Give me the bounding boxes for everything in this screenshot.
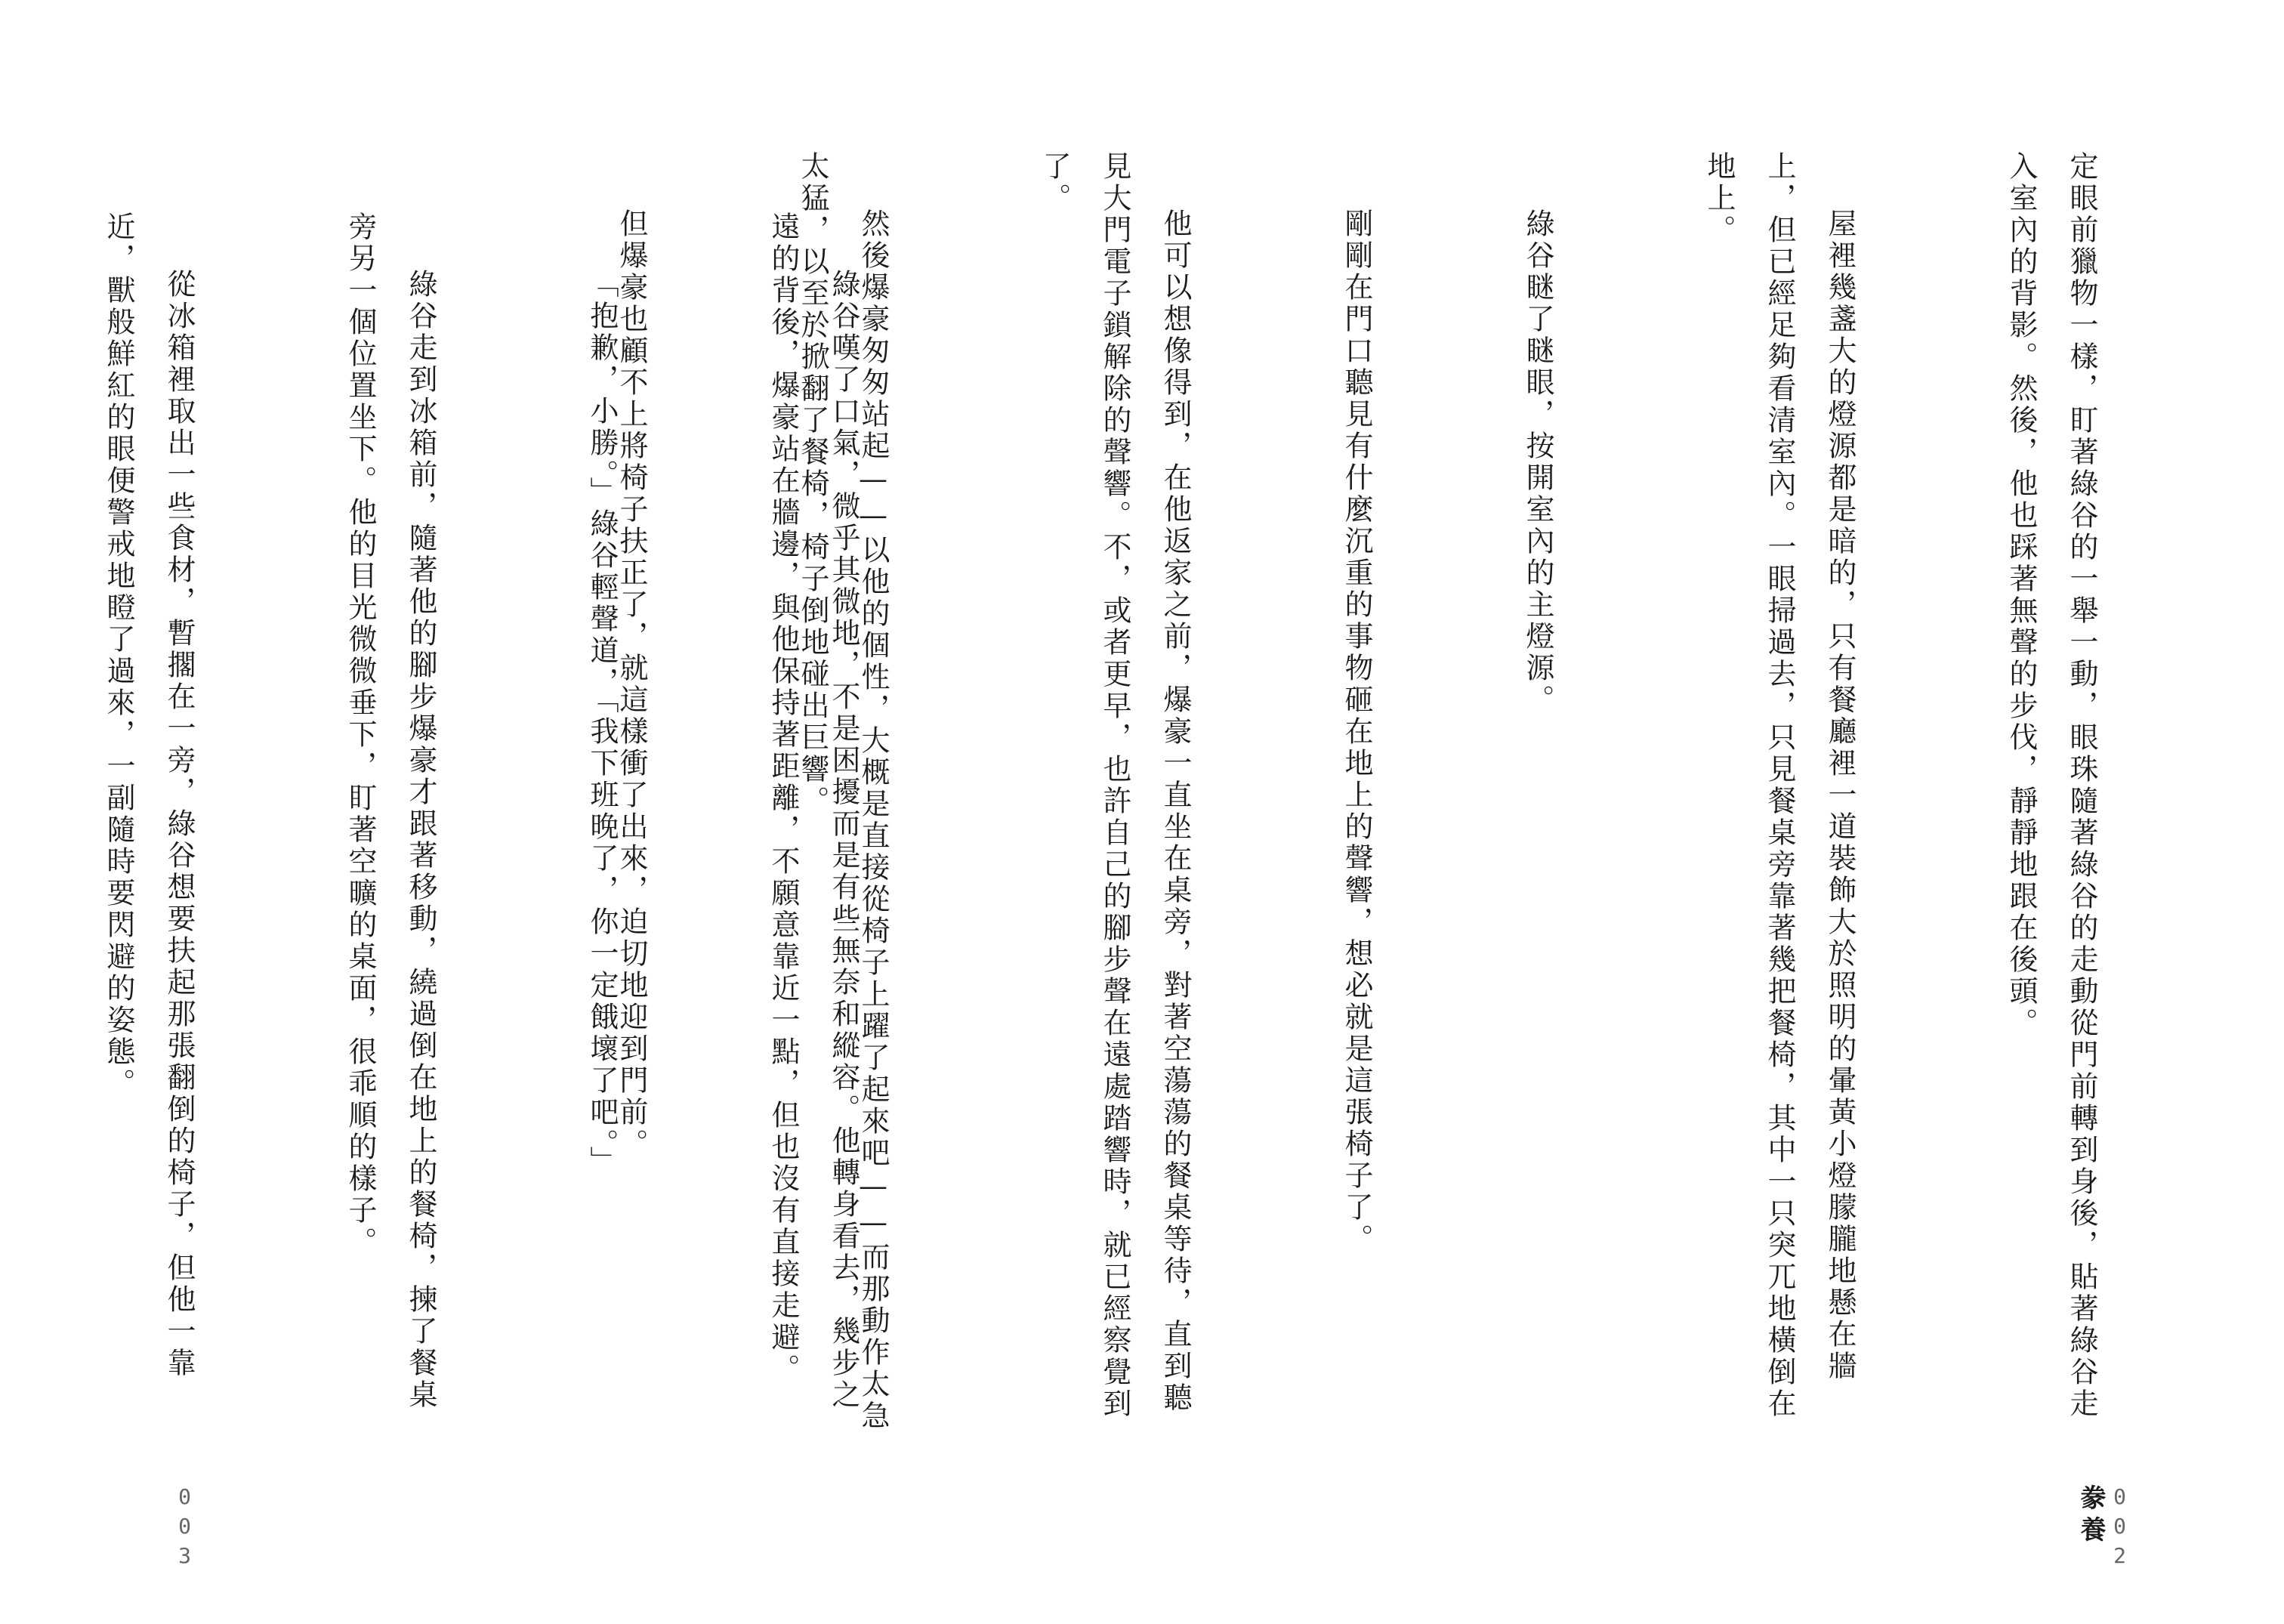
paragraph: 剛剛在門口聽見有什麼沉重的事物砸在地上的聲響，想必就是這張椅子了。 [1340,208,1373,1255]
paragraph: 定眼前獵物一樣，盯著綠谷的一舉一動，眼珠隨著綠谷的走動從門前轉到身後，貼著綠谷走入室內的背影。然後，他也踩著無聲的步伐，靜靜地跟在後頭。 [2005,151,2098,1420]
running-head: 豢養 [2076,1484,2106,1548]
paragraph: 然後爆豪匆匆站起——以他的個性，大概是直接從椅子上躍了起來吧——而那動作太急太猛，以至於掀翻了餐椅，椅子倒地碰出巨響。 [796,151,890,1432]
paragraph: 綠谷嘆了口氣，微乎其微地，不是困擾而是有些無奈和縱容。他轉身看去，幾步之遠的背後，爆豪站在牆邊，與他保持著距離，不願意靠近一點，但也沒有直接走避。 [767,211,860,1411]
paragraph: 從冰箱裡取出一些食材，暫擱在一旁，綠谷想要扶起那張翻倒的椅子，但他一靠近，獸般鮮紅的眼便警戒地瞪了過來，一副隨時要閃避的姿態。 [102,211,196,1379]
left-page-body [0,211,995,1435]
page-number: 002 [2107,1484,2132,1573]
paragraph: 「抱歉，小勝。」綠谷輕聲道，「我下班晚了，你一定餓壞了吧。」 [585,269,619,1178]
paragraph: 綠谷走到冰箱前，隨著他的腳步爆豪才跟著移動，繞過倒在地上的餐椅，揀了餐桌旁另一個位置坐下。他的目光微微垂下，盯著空曠的桌面，很乖順的樣子。 [344,211,437,1411]
paragraph: 屋裡幾盞大的燈源都是暗的，只有餐廳裡一道裝飾大於照明的暈黃小燈朦朧地懸在牆上，但已經足夠看清室內。一眼掃過去，只見餐桌旁靠著幾把餐椅，其中一只突兀地橫倒在地上。 [1702,151,1857,1420]
paragraph: 他可以想像得到，在他返家之前，爆豪一直坐在桌旁，對著空蕩蕩的餐桌等待，直到聽見大門電子鎖解除的聲響。不，或者更早，也許自己的腳步聲在遠處踏響時，就已經察覺到了。 [1038,151,1192,1420]
paragraph: 綠谷瞇了瞇眼，按開室內的主燈源。 [1521,208,1554,716]
paragraph: 但爆豪也顧不上將椅子扶正了，就這樣衝了出來，迫切地迎到門前。 [615,208,648,1160]
page-number: 003 [172,1484,197,1573]
